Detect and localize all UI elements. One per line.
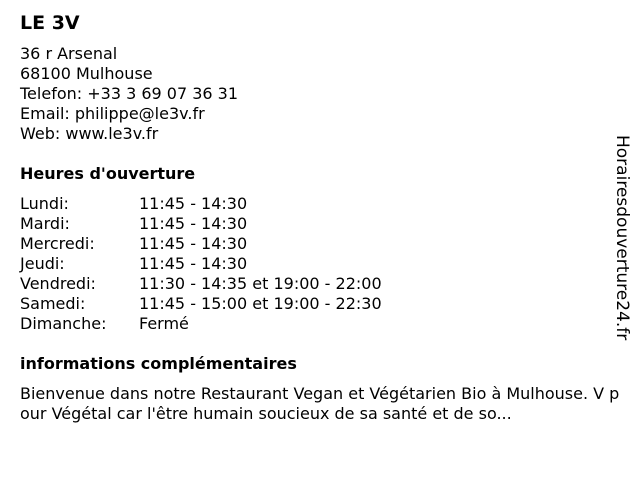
time-value: Fermé <box>139 314 189 333</box>
time-value: 11:45 - 14:30 <box>139 214 248 233</box>
hours-row-mardi <box>20 214 382 234</box>
time-value: 11:30 - 14:35 et 19:00 - 22:00 <box>139 274 382 293</box>
business-name: LE 3V <box>20 12 80 34</box>
phone-number: Telefon: +33 3 69 07 36 31 <box>20 84 239 103</box>
hours-row-jeudi <box>20 254 382 274</box>
street-address: 36 r Arsenal <box>20 44 118 63</box>
time-value: 11:45 - 14:30 <box>139 194 248 213</box>
watermark-brand: Horairesdouverture24.fr <box>612 135 632 341</box>
description-text: Bienvenue dans notre Restaurant Vegan et Végétarien Bio à Mulhouse. V pour Végétal car l'être humain soucieux de sa santé et de so... <box>20 384 620 423</box>
day-label: Mercredi: <box>20 234 95 253</box>
hours-row-lundi <box>20 194 382 214</box>
day-label: Samedi: <box>20 294 86 313</box>
contact-block <box>20 44 238 144</box>
day-label: Lundi: <box>20 194 69 213</box>
day-label: Jeudi: <box>20 254 65 273</box>
email-address: Email: philippe@le3v.fr <box>20 104 205 123</box>
hours-row-dimanche <box>20 314 382 334</box>
day-label: Mardi: <box>20 214 70 233</box>
hours-row-samedi <box>20 294 382 314</box>
hours-row-vendredi <box>20 274 382 294</box>
time-value: 11:45 - 14:30 <box>139 254 248 273</box>
opening-hours-heading: Heures d'ouverture <box>20 164 196 183</box>
website: Web: www.le3v.fr <box>20 124 159 143</box>
time-value: 11:45 - 15:00 et 19:00 - 22:30 <box>139 294 382 313</box>
day-label: Vendredi: <box>20 274 96 293</box>
day-label: Dimanche: <box>20 314 107 333</box>
additional-info-heading: informations complémentaires <box>20 354 297 373</box>
time-value: 11:45 - 14:30 <box>139 234 248 253</box>
hours-row-mercredi <box>20 234 382 254</box>
opening-hours-table <box>20 194 382 334</box>
city-postcode: 68100 Mulhouse <box>20 64 153 83</box>
